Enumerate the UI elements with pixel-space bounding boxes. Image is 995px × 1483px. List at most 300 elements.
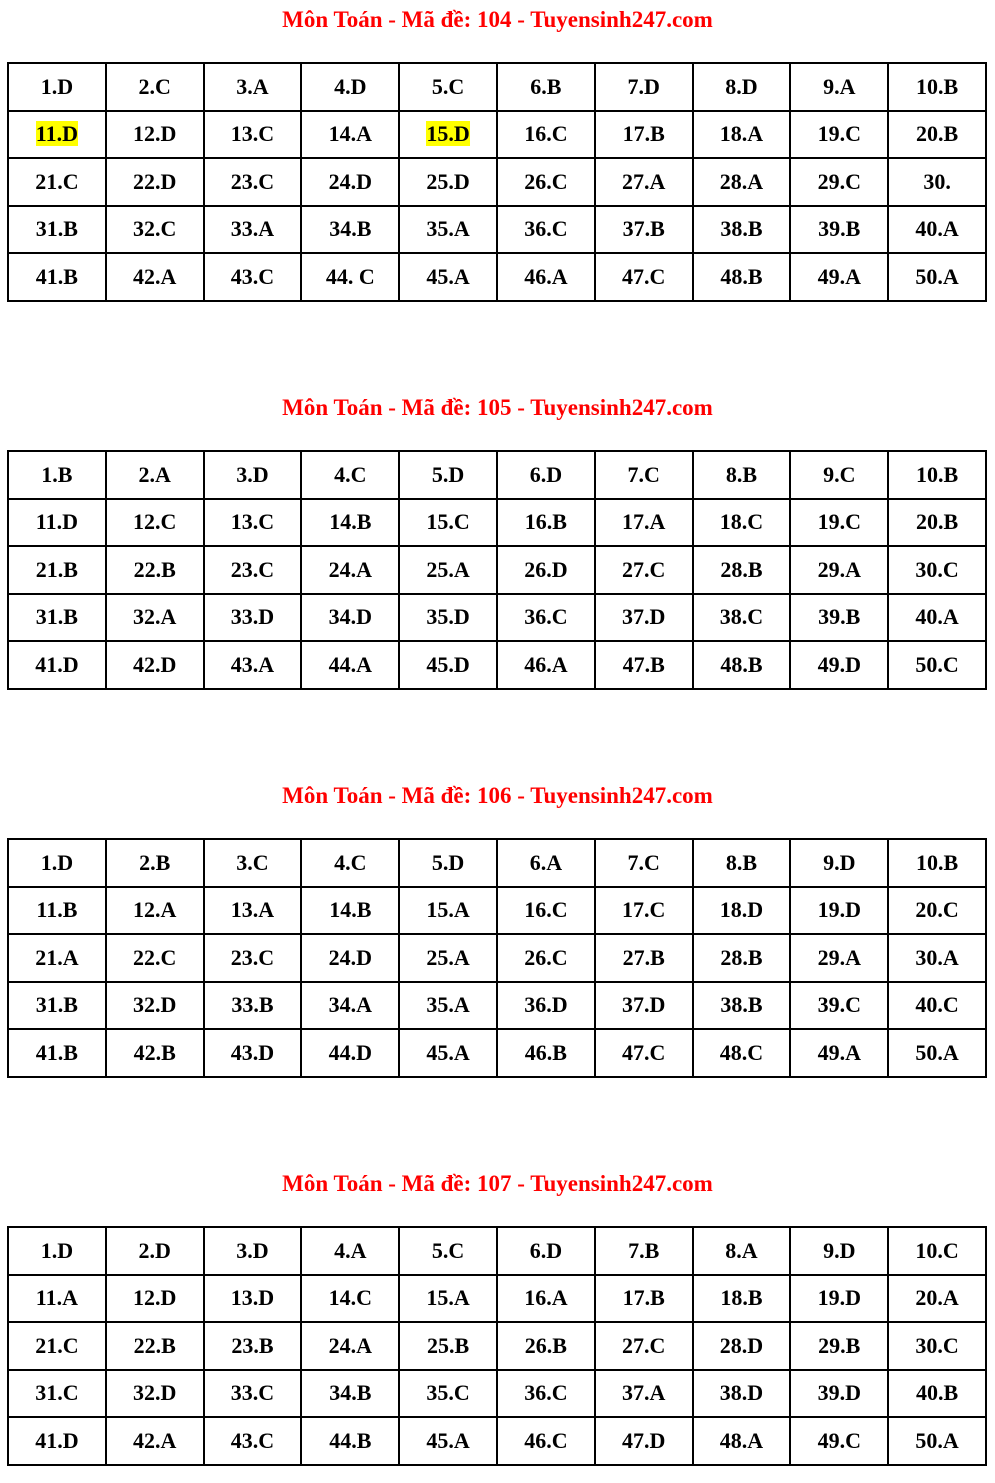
table-row: [8, 1029, 986, 1077]
answer-table: [7, 838, 987, 1078]
answer-text: 3.D: [236, 1237, 269, 1263]
table-row: [8, 641, 986, 689]
answer-cell: [106, 546, 204, 594]
answer-cell: [204, 839, 302, 887]
answer-cell: [8, 451, 106, 499]
answer-text: 37.A: [621, 1380, 666, 1406]
answer-text: 7.C: [627, 461, 660, 487]
answer-text: 10.C: [915, 1237, 959, 1263]
answer-text: 6.D: [529, 461, 563, 487]
answer-cell: [8, 206, 106, 254]
answer-text: 21.C: [35, 1332, 79, 1358]
answer-text: 9.D: [823, 849, 856, 875]
answer-cell: [399, 63, 497, 111]
answer-text: 27.B: [622, 944, 665, 970]
answer-cell: [888, 1227, 986, 1275]
answer-cell: [8, 253, 106, 301]
answer-text: 21.C: [35, 168, 79, 194]
answer-text: 36.C: [524, 1380, 568, 1406]
answer-cell: [204, 982, 302, 1030]
table-row: [8, 451, 986, 499]
answer-text: 14.B: [329, 897, 372, 923]
answer-text: 21.A: [35, 944, 79, 970]
answer-cell: [204, 1029, 302, 1077]
answer-cell: [8, 641, 106, 689]
answer-text: 39.D: [817, 1380, 861, 1406]
answer-text: 33.C: [230, 1380, 275, 1406]
answer-text: 1.B: [41, 461, 73, 487]
answer-cell: [497, 1029, 595, 1077]
answer-text: 44.B: [329, 1427, 372, 1453]
answer-table: [7, 1226, 987, 1466]
answer-cell: [106, 594, 204, 642]
answer-cell: [497, 887, 595, 935]
table-row: [8, 887, 986, 935]
answer-cell: [106, 641, 204, 689]
answer-text: 10.B: [915, 73, 959, 99]
answer-text: 21.B: [35, 556, 78, 582]
answer-text: 19.D: [817, 1285, 861, 1311]
answer-text: 27.C: [621, 556, 666, 582]
answer-cell: [399, 253, 497, 301]
answer-text: 32.A: [133, 604, 177, 630]
table-row: [8, 63, 986, 111]
answer-cell: [693, 1275, 791, 1323]
answer-text: 35.C: [426, 1380, 470, 1406]
answer-cell: [301, 839, 399, 887]
answer-text: 3.C: [236, 849, 269, 875]
answer-cell: [693, 1322, 791, 1370]
answer-text: 2.B: [139, 849, 171, 875]
answer-text: 24.D: [328, 944, 372, 970]
answer-text: 44.A: [328, 651, 372, 677]
answer-text: 34.B: [329, 1380, 372, 1406]
answer-cell: [301, 1417, 399, 1465]
answer-text: 40.B: [915, 1380, 959, 1406]
answer-cell: [693, 63, 791, 111]
answer-text: 27.A: [621, 168, 666, 194]
answer-cell: [693, 982, 791, 1030]
answer-cell: [790, 934, 888, 982]
answer-cell: [399, 934, 497, 982]
answer-cell: [693, 253, 791, 301]
answer-cell: [8, 63, 106, 111]
answer-cell: [8, 887, 106, 935]
table-row: [8, 934, 986, 982]
answer-cell: [399, 839, 497, 887]
answer-cell: [8, 1029, 106, 1077]
answer-cell: [204, 546, 302, 594]
section-title: Môn Toán - Mã đề: 106 - Tuyensinh247.com: [282, 783, 713, 808]
answer-cell: [8, 499, 106, 547]
table-row: [8, 111, 986, 159]
answer-text: 28.B: [720, 944, 763, 970]
answer-cell: [497, 1370, 595, 1418]
answer-text: 12.C: [133, 509, 177, 535]
answer-text: 19.D: [817, 897, 861, 923]
answer-cell: [497, 982, 595, 1030]
highlighted-answer: 11.D: [35, 121, 78, 147]
answer-text: 19.C: [817, 509, 861, 535]
answer-cell: [204, 594, 302, 642]
answer-text: 7.D: [627, 73, 660, 99]
answer-text: 36.C: [524, 604, 568, 630]
answer-cell: [8, 1227, 106, 1275]
table-row: [8, 594, 986, 642]
answer-text: 50.C: [915, 651, 959, 677]
answer-cell: [693, 839, 791, 887]
answer-text: 32.D: [133, 992, 177, 1018]
answer-text: 22.B: [133, 556, 176, 582]
table-row: [8, 1275, 986, 1323]
answer-text: 42.A: [133, 1427, 177, 1453]
answer-text: 20.C: [915, 897, 959, 923]
answer-cell: [595, 887, 693, 935]
answer-text: 24.A: [328, 1332, 372, 1358]
answer-text: 48.B: [720, 263, 763, 289]
answer-text: 10.B: [915, 461, 959, 487]
answer-text: 46.A: [524, 263, 568, 289]
answer-cell: [888, 1370, 986, 1418]
answer-text: 31.B: [35, 604, 78, 630]
answer-text: 41.D: [35, 1427, 79, 1453]
answer-cell: [204, 451, 302, 499]
answer-text: 3.A: [236, 73, 269, 99]
table-row: [8, 546, 986, 594]
answer-text: 8.D: [725, 73, 758, 99]
answer-text: 23.C: [230, 168, 275, 194]
answer-cell: [301, 451, 399, 499]
table-row: [8, 1322, 986, 1370]
answer-cell: [888, 1417, 986, 1465]
answer-text: 11.A: [35, 1285, 78, 1311]
answer-cell: [106, 982, 204, 1030]
answer-text: 50.A: [915, 263, 959, 289]
answer-text: 38.B: [720, 992, 763, 1018]
answer-cell: [888, 1275, 986, 1323]
answer-cell: [204, 1227, 302, 1275]
answer-text: 48.A: [719, 1427, 764, 1453]
answer-text: 28.B: [720, 556, 763, 582]
answer-text: 48.B: [720, 651, 763, 677]
answer-cell: [301, 63, 399, 111]
answer-text: 43.C: [230, 1427, 275, 1453]
answer-text: 29.C: [817, 168, 861, 194]
answer-cell: [204, 111, 302, 159]
answer-text: 38.C: [719, 604, 764, 630]
answer-text: 50.A: [915, 1427, 959, 1453]
answer-cell: [106, 451, 204, 499]
answer-text: 35.A: [426, 216, 470, 242]
answer-text: 46.A: [524, 651, 568, 677]
answer-cell: [693, 206, 791, 254]
answer-text: 17.B: [622, 121, 665, 147]
answer-text: 49.D: [817, 651, 861, 677]
answer-text: 6.A: [529, 849, 563, 875]
highlighted-answer: 15.D: [426, 121, 470, 147]
answer-cell: [888, 839, 986, 887]
answer-cell: [888, 594, 986, 642]
answer-text: 16.A: [524, 1285, 568, 1311]
answer-text: 18.D: [719, 897, 764, 923]
answer-text: 18.A: [719, 121, 764, 147]
answer-cell: [595, 111, 693, 159]
answer-text: 1.D: [40, 1237, 74, 1263]
answer-text: 3.D: [236, 461, 269, 487]
answer-text: 15.A: [426, 897, 470, 923]
answer-cell: [888, 934, 986, 982]
answer-cell: [497, 641, 595, 689]
answer-cell: [204, 1417, 302, 1465]
answer-text: 4.C: [334, 849, 367, 875]
answer-text: 5.D: [431, 849, 465, 875]
answer-text: 9.A: [823, 73, 856, 99]
answer-text: 10.B: [915, 849, 959, 875]
answer-cell: [399, 546, 497, 594]
answer-text: 18.B: [720, 1285, 763, 1311]
answer-text: 13.C: [230, 509, 275, 535]
section-title: Môn Toán - Mã đề: 105 - Tuyensinh247.com: [282, 395, 713, 420]
answer-cell: [693, 934, 791, 982]
answer-cell: [204, 1322, 302, 1370]
answer-cell: [399, 1370, 497, 1418]
answer-cell: [301, 594, 399, 642]
answer-text: 40.A: [915, 604, 959, 630]
answer-cell: [693, 1029, 791, 1077]
answer-cell: [595, 1227, 693, 1275]
answer-text: 33.B: [231, 992, 274, 1018]
answer-text: 12.D: [133, 121, 177, 147]
answer-cell: [106, 1417, 204, 1465]
answer-cell: [8, 1370, 106, 1418]
answer-text: 41.D: [35, 651, 79, 677]
answer-text: 39.B: [818, 604, 861, 630]
answer-text: 15.A: [426, 1285, 470, 1311]
answer-cell: [693, 546, 791, 594]
answer-text: 5.C: [431, 1237, 465, 1263]
answer-cell: [790, 594, 888, 642]
answer-text: 34.D: [328, 604, 372, 630]
answer-text: 37.B: [622, 216, 665, 242]
answer-cell: [204, 63, 302, 111]
answer-cell: [399, 1322, 497, 1370]
answer-cell: [106, 499, 204, 547]
answer-text: 31.B: [35, 992, 78, 1018]
answer-cell: [497, 1275, 595, 1323]
answer-cell: [595, 594, 693, 642]
answer-text: 31.C: [35, 1380, 79, 1406]
answer-cell: [595, 982, 693, 1030]
answer-cell: [204, 934, 302, 982]
answer-cell: [595, 499, 693, 547]
answer-text: 17.A: [621, 509, 666, 535]
answer-text: 37.D: [621, 604, 666, 630]
answer-cell: [8, 1417, 106, 1465]
answer-text: 17.C: [621, 897, 666, 923]
answer-cell: [888, 641, 986, 689]
answer-cell: [497, 451, 595, 499]
answer-cell: [399, 1029, 497, 1077]
answer-text: 47.B: [622, 651, 665, 677]
answer-cell: [790, 499, 888, 547]
answer-cell: [106, 1370, 204, 1418]
answer-cell: [399, 111, 497, 159]
answer-text: 13.C: [230, 121, 275, 147]
answer-text: 47.C: [621, 263, 666, 289]
answer-cell: [301, 641, 399, 689]
answer-cell: [204, 206, 302, 254]
answer-cell: [595, 1322, 693, 1370]
answer-text: 26.C: [524, 168, 568, 194]
answer-text: 49.A: [817, 263, 861, 289]
answer-text: 40.A: [915, 216, 959, 242]
answer-text: 44. C: [325, 263, 375, 289]
answer-cell: [595, 63, 693, 111]
answer-text: 4.A: [334, 1237, 367, 1263]
answer-text: 11.D: [35, 509, 78, 535]
answer-cell: [693, 451, 791, 499]
answer-cell: [301, 253, 399, 301]
answer-text: 46.C: [524, 1427, 568, 1453]
answer-text: 30.: [923, 168, 951, 194]
answer-cell: [399, 499, 497, 547]
answer-text: 17.B: [622, 1285, 665, 1311]
table-row: [8, 982, 986, 1030]
answer-text: 20.B: [915, 509, 959, 535]
answer-cell: [301, 499, 399, 547]
answer-text: 44.D: [328, 1039, 372, 1065]
answer-cell: [888, 1322, 986, 1370]
answer-text: 41.B: [35, 263, 78, 289]
answer-cell: [399, 1417, 497, 1465]
answer-cell: [693, 158, 791, 206]
answer-text: 34.A: [328, 992, 372, 1018]
answer-text: 15.C: [426, 509, 470, 535]
answer-cell: [693, 594, 791, 642]
answer-cell: [595, 934, 693, 982]
answer-cell: [8, 934, 106, 982]
answer-cell: [790, 1322, 888, 1370]
answer-cell: [204, 1275, 302, 1323]
answer-text: 41.B: [35, 1039, 78, 1065]
answer-text: 43.C: [230, 263, 275, 289]
answer-text: 45.D: [426, 651, 470, 677]
answer-text: 13.D: [230, 1285, 275, 1311]
answer-text: 28.D: [719, 1332, 764, 1358]
answer-cell: [790, 1275, 888, 1323]
answer-cell: [399, 451, 497, 499]
answer-text: 16.B: [524, 509, 567, 535]
answer-text: 26.D: [524, 556, 568, 582]
answer-cell: [790, 982, 888, 1030]
answer-text: 49.A: [817, 1039, 861, 1065]
answer-text: 9.C: [823, 461, 856, 487]
answer-cell: [106, 63, 204, 111]
answer-text: 32.C: [133, 216, 177, 242]
answer-cell: [790, 111, 888, 159]
answer-cell: [888, 887, 986, 935]
answer-cell: [497, 1322, 595, 1370]
answer-text: 40.C: [915, 992, 959, 1018]
answer-text: 25.B: [426, 1332, 470, 1358]
answer-cell: [790, 839, 888, 887]
answer-cell: [301, 934, 399, 982]
answer-cell: [8, 982, 106, 1030]
answer-cell: [790, 451, 888, 499]
answer-cell: [204, 253, 302, 301]
answer-cell: [106, 206, 204, 254]
answer-cell: [497, 934, 595, 982]
answer-cell: [595, 1029, 693, 1077]
answer-cell: [888, 1029, 986, 1077]
answer-text: 38.D: [719, 1380, 764, 1406]
answer-text: 47.D: [621, 1427, 666, 1453]
answer-cell: [790, 1370, 888, 1418]
answer-cell: [106, 934, 204, 982]
answer-cell: [888, 63, 986, 111]
answer-cell: [106, 253, 204, 301]
answer-cell: [693, 499, 791, 547]
answer-text: 22.D: [133, 168, 177, 194]
answer-text: 13.A: [230, 897, 275, 923]
answer-cell: [888, 546, 986, 594]
section-title: Môn Toán - Mã đề: 104 - Tuyensinh247.com: [282, 7, 713, 32]
answer-text: 43.D: [230, 1039, 275, 1065]
answer-text: 45.A: [426, 1427, 470, 1453]
answer-cell: [595, 206, 693, 254]
answer-text: 23.C: [230, 944, 275, 970]
answer-table: [7, 450, 987, 690]
answer-text: 29.A: [817, 944, 861, 970]
answer-cell: [790, 206, 888, 254]
answer-table: [7, 62, 987, 302]
answer-text: 2.A: [138, 461, 171, 487]
answer-text: 33.D: [230, 604, 275, 630]
answer-cell: [790, 1417, 888, 1465]
answer-cell: [106, 111, 204, 159]
answer-cell: [790, 1227, 888, 1275]
answer-cell: [301, 546, 399, 594]
answer-cell: [8, 158, 106, 206]
answer-cell: [301, 111, 399, 159]
answer-cell: [497, 1417, 595, 1465]
answer-text: 37.D: [621, 992, 666, 1018]
answer-text: 46.B: [524, 1039, 567, 1065]
answer-cell: [204, 499, 302, 547]
answer-cell: [204, 1370, 302, 1418]
answer-cell: [790, 253, 888, 301]
answer-cell: [497, 839, 595, 887]
answer-cell: [106, 1227, 204, 1275]
answer-text: 14.A: [328, 121, 372, 147]
answer-text: 27.C: [621, 1332, 666, 1358]
answer-text: 24.A: [328, 556, 372, 582]
answer-cell: [497, 1227, 595, 1275]
answer-cell: [106, 887, 204, 935]
answer-cell: [301, 1370, 399, 1418]
answer-text: 16.C: [524, 121, 568, 147]
answer-text: 11.B: [36, 897, 78, 923]
answer-text: 47.C: [621, 1039, 666, 1065]
answer-cell: [399, 1227, 497, 1275]
answer-text: 42.D: [133, 651, 177, 677]
answer-cell: [204, 158, 302, 206]
answer-text: 30.A: [915, 944, 959, 970]
answer-cell: [301, 206, 399, 254]
answer-text: 39.B: [818, 216, 861, 242]
answer-text: 35.D: [426, 604, 470, 630]
answer-cell: [399, 887, 497, 935]
